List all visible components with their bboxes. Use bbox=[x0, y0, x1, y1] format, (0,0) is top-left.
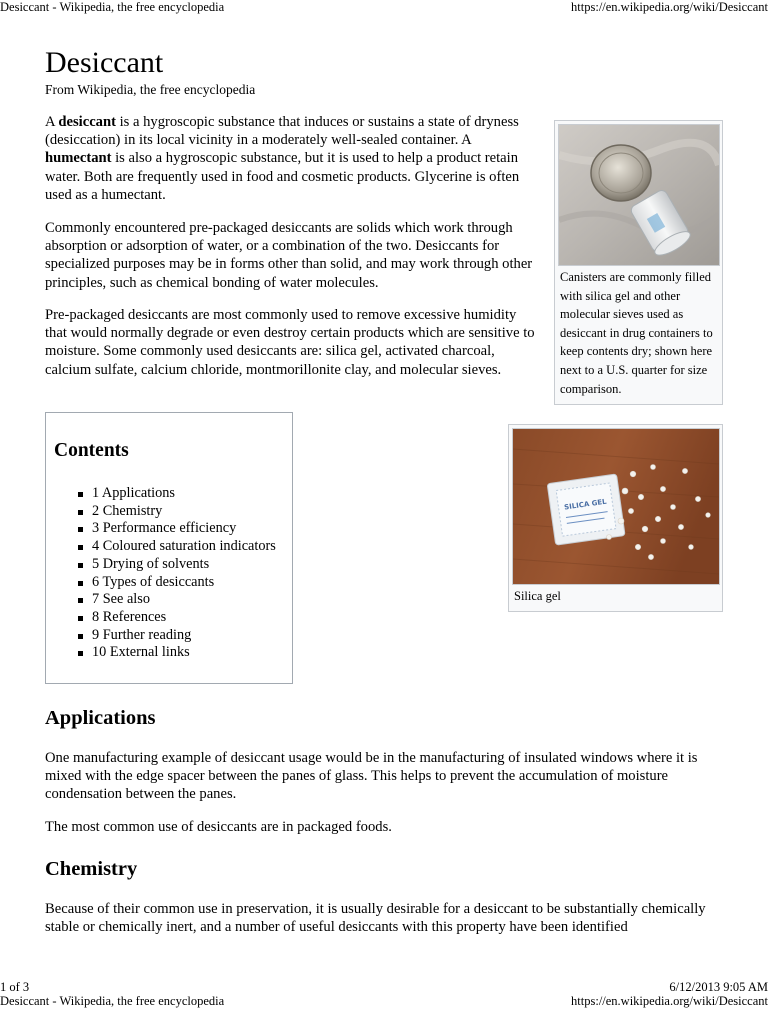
toc-item-chemistry[interactable]: 2 Chemistry bbox=[76, 503, 276, 521]
packet-label: SILICA GEL bbox=[563, 497, 608, 512]
intro-paragraph-3: Pre-packaged desiccants are most commonly used to remove excessive humidity that would normally degrade or even destroy certain products which are sensitive to moisture. Some commonly used desiccants are: silica gel, activated charcoal, calcium sulfate, calcium chloride, montmorillonite clay, and molecular sieves. bbox=[45, 307, 535, 378]
canister-image bbox=[559, 125, 719, 265]
print-header-title: Desiccant - Wikipedia, the free encyclopedia bbox=[0, 0, 225, 14]
print-footer-datetime: 6/12/2013 9:05 AM bbox=[669, 980, 768, 994]
page-subtitle: From Wikipedia, the free encyclopedia bbox=[45, 82, 256, 97]
print-footer-url[interactable]: https://en.wikipedia.org/wiki/Desiccant bbox=[571, 994, 768, 1008]
table-of-contents bbox=[45, 412, 293, 684]
print-footer-title: Desiccant - Wikipedia, the free encyclopedia bbox=[0, 994, 225, 1008]
figure-canister bbox=[554, 120, 723, 405]
print-footer-page: 1 of 3 bbox=[0, 980, 30, 994]
toc-item-drying-of-solvents[interactable]: 5 Drying of solvents bbox=[76, 556, 276, 574]
heading-chemistry: Chemistry bbox=[45, 858, 138, 880]
toc-item-applications[interactable]: 1 Applications bbox=[76, 485, 276, 503]
figure-silica-gel bbox=[508, 424, 723, 612]
chemistry-paragraph-1: Because of their common use in preservation, it is usually desirable for a desiccant to be substantially chemically stable or chemically inert, and a number of useful desiccants with this property have been identified bbox=[45, 901, 706, 936]
applications-paragraph-2: The most common use of desiccants are in packaged foods. bbox=[45, 819, 392, 835]
figure-canister-caption: Canisters are commonly filled with silica gel and other molecular sieves used as desiccant in drug containers to keep contents dry; shown here next to a U.S. quarter for size comparison. bbox=[560, 270, 713, 396]
intro-paragraph-2: Commonly encountered pre-packaged desiccants are solids which work through absorption or adsorption of water, or a combination of the two. Desiccants for specialized purposes may be in forms other than solid, and may work through other principles, such as chemical bonding of water molecules. bbox=[45, 220, 533, 291]
toc-list bbox=[76, 485, 276, 662]
term-humectant: humectant bbox=[45, 150, 112, 167]
applications-paragraph-1: One manufacturing example of desiccant usage would be in the manufacturing of insulated windows where it is mixed with the edge spacer between the panes of glass. This helps to prevent the accumulation of moisture condensation between the panes. bbox=[45, 750, 698, 803]
heading-applications: Applications bbox=[45, 707, 156, 729]
term-desiccant: desiccant bbox=[58, 114, 116, 130]
toc-item-references[interactable]: 8 References bbox=[76, 609, 276, 627]
canister-photo[interactable] bbox=[558, 124, 720, 266]
toc-item-performance-efficiency[interactable]: 3 Performance efficiency bbox=[76, 520, 276, 538]
toc-item-further-reading[interactable]: 9 Further reading bbox=[76, 627, 276, 645]
silica-gel-image bbox=[513, 429, 719, 584]
toc-item-coloured-saturation-indicators[interactable]: 4 Coloured saturation indicators bbox=[76, 538, 276, 556]
figure-silica-gel-caption: Silica gel bbox=[514, 589, 561, 603]
toc-item-types-of-desiccants[interactable]: 6 Types of desiccants bbox=[76, 574, 276, 592]
intro-paragraph-1: A desiccant is a hygroscopic substance that induces or sustains a state of dryness (desiccation) in its local vicinity in a moderately well-sealed container. A humectant is also a hygroscopic substance, but it is used to help a product retain water. Both are frequently used in food and cosmetic products. Glycerine is often used as a humectant. bbox=[45, 114, 520, 203]
page-title: Desiccant bbox=[45, 46, 164, 79]
print-header-url[interactable]: https://en.wikipedia.org/wiki/Desiccant bbox=[571, 0, 768, 14]
toc-item-see-also[interactable]: 7 See also bbox=[76, 591, 276, 609]
silica-gel-photo[interactable] bbox=[512, 428, 720, 585]
toc-title: Contents bbox=[54, 440, 129, 461]
toc-item-external-links[interactable]: 10 External links bbox=[76, 644, 276, 662]
